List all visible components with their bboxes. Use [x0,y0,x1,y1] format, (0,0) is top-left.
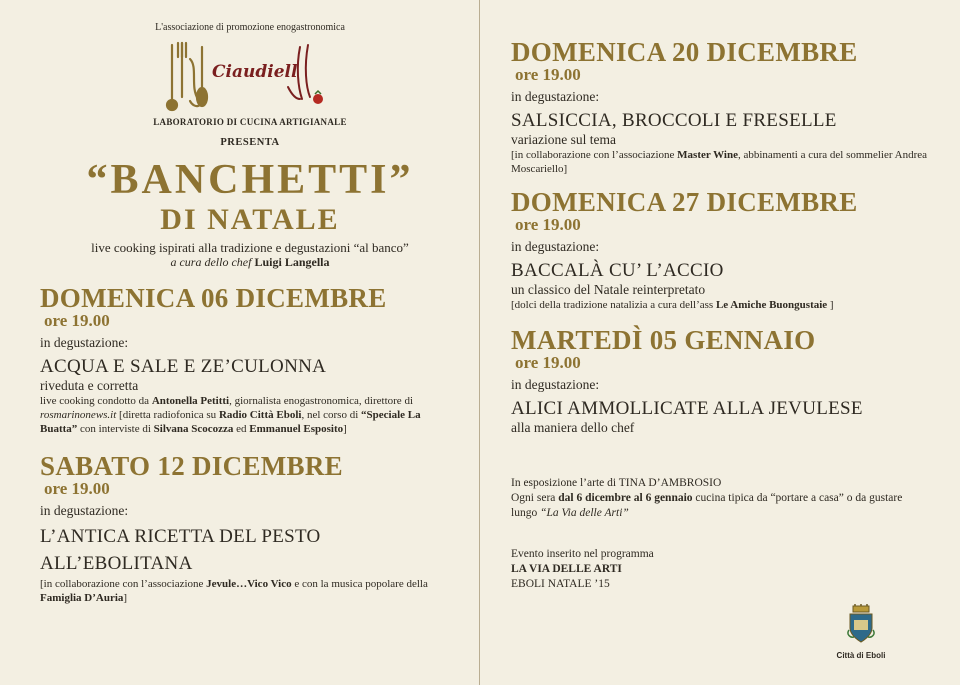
association-text: L'associazione di promozione enogastronomica [155,22,345,33]
header-block [40,22,460,270]
event-dish-subtitle: alla maniera dello chef [511,420,635,435]
event-intro: in degustazione: [511,89,600,104]
text-run: Radio Città Eboli [218,409,302,421]
text-run: [diretta radiofonica su [116,409,219,421]
event-block [40,284,460,436]
main-title: “BANCHETTI” [86,157,414,203]
event-dish-subtitle: un classico del Natale reinterpretato [511,282,706,297]
event-block [40,452,460,605]
text-run: , nel corso di [301,409,362,421]
logo-wordmark: Ciaudiell [212,62,298,82]
text-run: “Speciale La Buatta” [40,409,421,435]
text-run: Jevule…Vico Vico [206,578,292,590]
city-crest-icon [846,604,876,644]
ciaudiell-logo [150,37,350,115]
text-run: con interviste di [77,423,154,435]
text-run: ed [233,423,250,435]
event-time: ore 19.00 [44,311,110,330]
event-time: ore 19.00 [515,353,581,372]
main-subtitle: DI NATALE [160,203,340,236]
event-intro: in degustazione: [40,503,129,518]
text-run: ] [827,299,834,311]
event-date: DOMENICA 20 DICEMBRE [511,37,858,67]
event-intro: in degustazione: [40,335,129,350]
event-dish: ALICI AMMOLLICATE ALLA JEVULESE [511,398,863,419]
text-run: rosmarinonews.it [40,409,117,421]
lab-subtitle: LABORATORIO DI CUCINA ARTIGIANALE [153,117,347,127]
exhibition-info [511,476,931,521]
crest-label: Città di Eboli [836,651,886,660]
exhibition-schedule [511,491,931,521]
text-run: Master Wine [677,149,738,161]
event-note [40,577,460,605]
chef-credit-prefix: a cura dello chef [170,255,252,269]
program-line: Evento inserito nel programma [511,548,654,560]
left-column [40,22,460,605]
text-run: ] [343,423,347,435]
program-name: LA VIA DELLE ARTI [511,563,622,575]
text-run: Silvana Scocozza [153,423,234,435]
event-block [511,188,931,312]
text-run: ] [123,592,128,604]
text-run: Ogni sera [511,492,559,504]
text-run: Emmanuel Esposito [249,423,344,435]
column-divider [479,0,480,685]
text-run: [in collaborazione con l’associazione [40,578,207,590]
text-run: Le Amiche Buongustaie [715,299,828,311]
program-edition: EBOLI NATALE ’15 [511,578,610,590]
text-run: , giornalista enogastronomica, direttore di [229,395,413,407]
text-run: cucina tipica da “portare a casa” o da gustare lungo [511,492,903,519]
text-run: , abbinamenti a cura del sommelier Andrea Moscariello] [511,149,928,175]
event-intro: in degustazione: [511,377,600,392]
text-run: Antonella Petitti [151,395,230,407]
event-dish-subtitle: variazione sul tema [511,132,616,147]
text-run: dal 6 dicembre al 6 gennaio [558,492,693,504]
event-description: live cooking ispirati alla tradizione e degustazioni “al banco” [91,240,409,255]
event-date: DOMENICA 27 DICEMBRE [511,187,858,217]
event-dish: ACQUA E SALE E ZE’CULONNA [40,356,327,377]
text-run: Famiglia D’Auria [40,592,124,604]
text-run: “La Via delle Arti” [540,507,629,519]
event-time: ore 19.00 [44,479,110,498]
event-time: ore 19.00 [515,215,581,234]
text-run: [in collaborazione con l’associazione [511,149,678,161]
event-note [40,394,460,436]
event-intro: in degustazione: [511,239,600,254]
event-block [511,326,931,436]
event-date: DOMENICA 06 DICEMBRE [40,283,387,313]
text-run: [dolci della tradizione natalizia a cura dell’ass [511,299,716,311]
event-dish-subtitle: riveduta e corretta [40,378,139,393]
event-dish: BACCALÀ CU’ L’ACCIO [511,260,724,281]
event-dish: SALSICCIA, BROCCOLI E FRESELLE [511,110,837,131]
right-column [511,38,931,592]
chef-name: Luigi Langella [254,255,330,269]
event-note [511,298,931,312]
chef-credit [40,255,460,270]
event-date: SABATO 12 DICEMBRE [40,451,343,481]
event-note [511,148,931,176]
event-block [511,38,931,176]
event-time: ore 19.00 [515,65,581,84]
exhibition-line: In esposizione l’arte di TINA D’AMBROSIO [511,477,722,489]
event-date: MARTEDÌ 05 GENNAIO [511,325,816,355]
event-dish: L’ANTICA RICETTA DEL PESTO ALL’EBOLITANA [40,526,321,574]
text-run: e con la musica popolare della [291,578,428,590]
program-info [511,547,931,592]
presenta-text: PRESENTA [220,137,280,148]
text-run: live cooking condotto da [40,395,152,407]
city-crest [836,604,886,664]
